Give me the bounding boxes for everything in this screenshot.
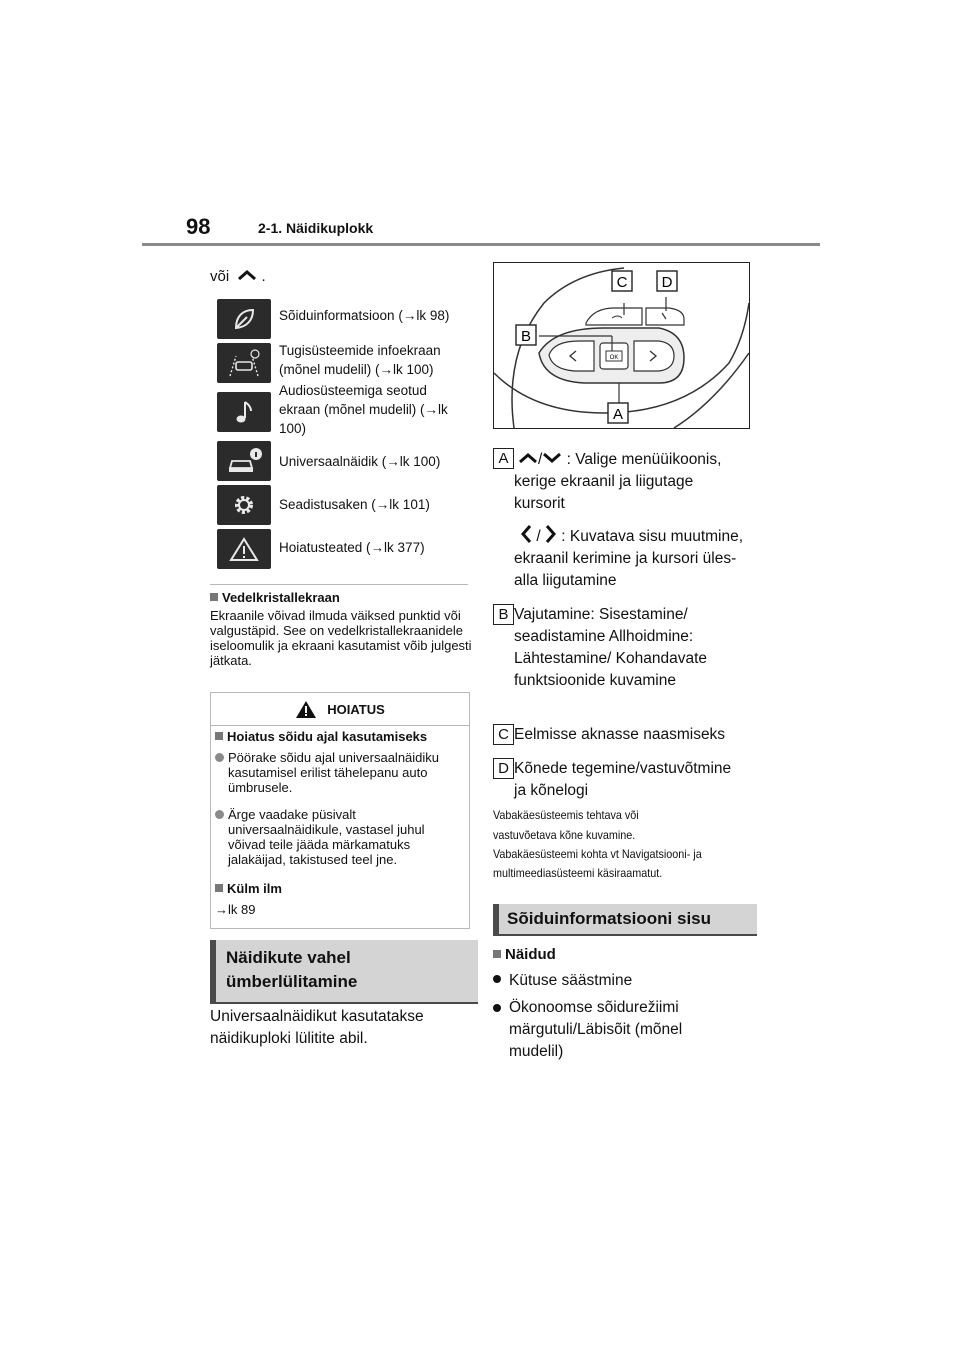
intro-line bbox=[210, 266, 266, 288]
warning-bullet-2: Ärge vaadake püsivalt universaalnäidikule, vastasel juhul võivad teile jääda märkamatuks jalakäijad, takistused teel jne. bbox=[215, 807, 465, 867]
legend-b-box: B bbox=[493, 604, 514, 625]
note-line-1: Vabakäesüsteemis tehtava või bbox=[493, 808, 639, 822]
menu-text-2: Tugisüsteemide infoekraan (mõnel mudelil) (→lk 100) bbox=[279, 343, 441, 377]
label-c: C bbox=[616, 274, 628, 291]
legend-a-text: / : Valige menüüikoonis, kerige ekraanil ja liigutage kursorit bbox=[514, 451, 722, 512]
warning-ref: →lk 89 bbox=[215, 902, 256, 917]
menu-text-4: Universaalnäidik (→lk 100) bbox=[279, 454, 441, 469]
switch-section-text: Universaalnäidikut kasutatakse näidikuploki lülitite abil. bbox=[210, 1008, 424, 1047]
lcd-heading: Vedelkristallekraan bbox=[210, 590, 340, 605]
intro-text: või bbox=[210, 268, 230, 285]
gear-icon bbox=[217, 485, 271, 525]
chevron-right-icon bbox=[545, 524, 557, 544]
menu-text-6: Hoiatusteated (→lk 377) bbox=[279, 540, 425, 555]
page-number: 98 bbox=[186, 214, 211, 239]
drive-info-item-1: Kütuse säästmine bbox=[493, 970, 632, 992]
chevron-left-icon bbox=[520, 524, 532, 544]
steering-switch-diagram bbox=[493, 262, 750, 429]
switch-section-heading: Näidikute vahel ümberlülitamine bbox=[210, 940, 478, 1004]
menu-text-3: Audiosüsteemiga seotud ekraan (mõnel mudelil) (→lk 100) bbox=[279, 383, 448, 436]
warning-box bbox=[210, 692, 470, 929]
square-bullet-icon bbox=[210, 593, 218, 601]
warning-heading-1: Hoiatus sõidu ajal kasutamiseks bbox=[215, 729, 465, 744]
divider bbox=[210, 584, 468, 585]
menu-icon-row-3 bbox=[217, 392, 271, 432]
label-b: B bbox=[520, 328, 532, 345]
menu-text-5: Seadistusaken (→lk 101) bbox=[279, 497, 430, 512]
menu-icon-row-2 bbox=[217, 343, 271, 383]
warning-icon bbox=[217, 529, 271, 569]
leaf-icon bbox=[217, 299, 271, 339]
label-a: A bbox=[612, 406, 624, 423]
warning-triangle-icon bbox=[295, 700, 317, 719]
legend-a-box: A bbox=[493, 448, 514, 469]
legend-b-text: Vajutamine: Sisestamine/ seadistamine Allhoidmine: Lähtestamine/ Kohandavate funktsioonide kuvamine bbox=[514, 606, 708, 689]
car-info-icon bbox=[217, 441, 271, 481]
lcd-text: Ekraanile võivad ilmuda väiksed punktid või valgustäpid. See on vedelkristallekraanidele iseloomulik ja ekraani kasutamist võib julgesti jätkata. bbox=[210, 608, 472, 668]
chevron-up-icon bbox=[518, 452, 538, 464]
drive-info-item-2: Ökonoomse sõidurežiimi märgutuli/Läbisõit (mõnel mudelil) bbox=[493, 997, 723, 1063]
music-note-icon bbox=[217, 392, 271, 432]
legend-d-box: D bbox=[493, 758, 514, 779]
menu-icon-row-4 bbox=[217, 441, 271, 481]
menu-icon-row-5 bbox=[217, 485, 271, 525]
drive-info-heading: Sõiduinformatsiooni sisu bbox=[493, 904, 757, 936]
svg-text:OK: OK bbox=[609, 355, 619, 361]
section-title: 2-1. Näidikuplokk bbox=[258, 220, 374, 236]
header-rule bbox=[142, 243, 820, 246]
driver-assist-icon bbox=[217, 343, 271, 383]
legend-c-box: C bbox=[493, 724, 514, 745]
chevron-up-icon bbox=[237, 269, 257, 281]
menu-text-1: Sõiduinformatsioon (→lk 98) bbox=[279, 308, 450, 323]
note-line-4: multimeediasüsteemi käsiraamatut. bbox=[493, 866, 663, 880]
label-d: D bbox=[661, 274, 673, 291]
note-line-2: vastuvõetava kõne kuvamine. bbox=[493, 828, 636, 842]
chevron-down-icon bbox=[542, 452, 562, 464]
menu-icon-row-6 bbox=[217, 529, 271, 569]
warning-heading-2: Külm ilm bbox=[215, 881, 465, 896]
drive-info-subheading: Näidud bbox=[493, 946, 556, 963]
note-line-3: Vabakäesüsteemi kohta vt Navigatsiooni- ja bbox=[493, 847, 702, 861]
warning-title: HOIATUS bbox=[327, 701, 385, 717]
intro-suffix: . bbox=[261, 268, 266, 285]
legend-a-text-2: / : Kuvatava sisu muutmine, ekraanil kerimine ja kursori üles-alla liigutamine bbox=[514, 524, 744, 592]
legend-c-text: Eelmisse aknasse naasmiseks bbox=[514, 726, 726, 743]
warning-header bbox=[211, 693, 469, 726]
menu-icon-row-1 bbox=[217, 299, 271, 339]
legend-d-text: Kõnede tegemine/vastuvõtmine ja kõnelogi bbox=[514, 760, 732, 799]
warning-bullet-1: Pöörake sõidu ajal universaalnäidiku kasutamisel erilist tähelepanu auto ümbrusele. bbox=[215, 750, 465, 795]
